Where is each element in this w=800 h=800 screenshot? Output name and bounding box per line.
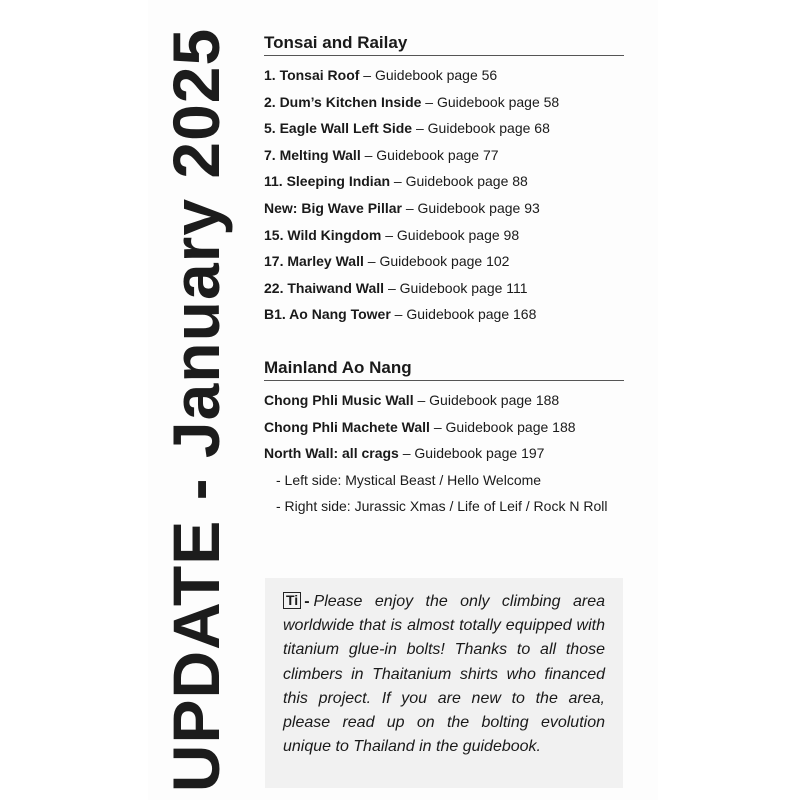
crag-name: Chong Phli Machete Wall — [264, 418, 430, 435]
list-item: 22. Thaiwand Wall – Guidebook page 111 — [264, 279, 528, 296]
mainland-entry-list — [264, 387, 624, 520]
crag-name: North Wall: all crags — [264, 445, 399, 462]
section-title-tonsai: Tonsai and Railay — [264, 33, 624, 56]
crag-name: 17. Marley Wall — [264, 253, 364, 270]
crag-name: New: Big Wave Pillar — [264, 199, 402, 216]
guidebook-page: Guidebook page 58 — [436, 93, 560, 110]
section-title-mainland: Mainland Ao Nang — [264, 358, 624, 381]
list-item: 17. Marley Wall – Guidebook page 102 — [264, 253, 510, 270]
guidebook-page: Guidebook page 93 — [417, 199, 540, 216]
guidebook-page: Guidebook page 197 — [414, 445, 545, 462]
list-item: 1. Tonsai Roof – Guidebook page 56 — [264, 67, 498, 83]
titanium-tip-box — [265, 578, 623, 788]
list-item: 11. Sleeping Indian – Guidebook page 88 — [264, 173, 528, 190]
guidebook-page: Guidebook page 102 — [379, 253, 510, 270]
crag-name: 7. Melting Wall — [264, 146, 361, 163]
crag-name: Chong Phli Music Wall — [264, 392, 414, 408]
crag-name: 5. Eagle Wall Left Side — [264, 120, 413, 137]
list-item: 5. Eagle Wall Left Side – Guidebook page 68 — [264, 120, 550, 137]
crag-name: B1. Ao Nang Tower — [264, 306, 391, 323]
sub-item-left-side: - Left side: Mystical Beast / Hello Welcome — [276, 471, 542, 488]
crag-name: 2. Dum’s Kitchen Inside — [264, 93, 422, 110]
list-item: 15. Wild Kingdom – Guidebook page 98 — [264, 226, 520, 243]
guidebook-page: Guidebook page 77 — [376, 146, 499, 163]
crag-name: 22. Thaiwand Wall — [264, 279, 385, 296]
list-item: North Wall: all crags – Guidebook page 197 — [264, 445, 545, 462]
crag-name: 15. Wild Kingdom — [264, 226, 382, 243]
list-item: 2. Dum’s Kitchen Inside – Guidebook page 58 — [264, 93, 560, 110]
guidebook-page: Guidebook page 68 — [427, 120, 550, 137]
guidebook-page: Guidebook page 88 — [405, 173, 528, 190]
mainland-ao-nang-section — [264, 358, 624, 520]
list-item: Chong Phli Music Wall – Guidebook page 188 — [264, 392, 560, 408]
guidebook-page: Guidebook page 168 — [406, 306, 537, 323]
guidebook-page: Guidebook page 188 — [429, 392, 560, 408]
guidebook-page: Guidebook page 111 — [399, 279, 528, 296]
list-item: 7. Melting Wall – Guidebook page 77 — [264, 146, 499, 163]
tip-text-block — [283, 590, 605, 759]
tip-message: Please enjoy the only climbing area worldwide that is almost totally equipped with titanium glue-in bolts! Thanks to all those climbers in Thaitanium shirts who financed this project. If you are new to the area, please read up on the bolting evolution unique to Thailand in the guidebook. — [283, 593, 605, 756]
guidebook-page: Guidebook page 98 — [396, 226, 520, 243]
list-item: New: Big Wave Pillar – Guidebook page 93 — [264, 199, 540, 216]
guidebook-page: Guidebook page 56 — [375, 67, 498, 83]
tonsai-entry-list — [264, 62, 624, 328]
titanium-badge-icon: Ti — [283, 592, 301, 609]
tonsai-railay-section — [264, 33, 624, 328]
crag-name: 1. Tonsai Roof — [264, 67, 360, 83]
update-title: UPDATE - January 2025 — [159, 27, 233, 793]
sub-item-right-side: - Right side: Jurassic Xmas / Life of Leif / Rock N Roll — [276, 498, 608, 515]
list-item: B1. Ao Nang Tower – Guidebook page 168 — [264, 306, 537, 323]
tip-dash: - — [304, 593, 310, 610]
crag-name: 11. Sleeping Indian — [264, 173, 391, 190]
list-item: Chong Phli Machete Wall – Guidebook page 188 — [264, 418, 576, 435]
guidebook-page: Guidebook page 188 — [445, 418, 576, 435]
